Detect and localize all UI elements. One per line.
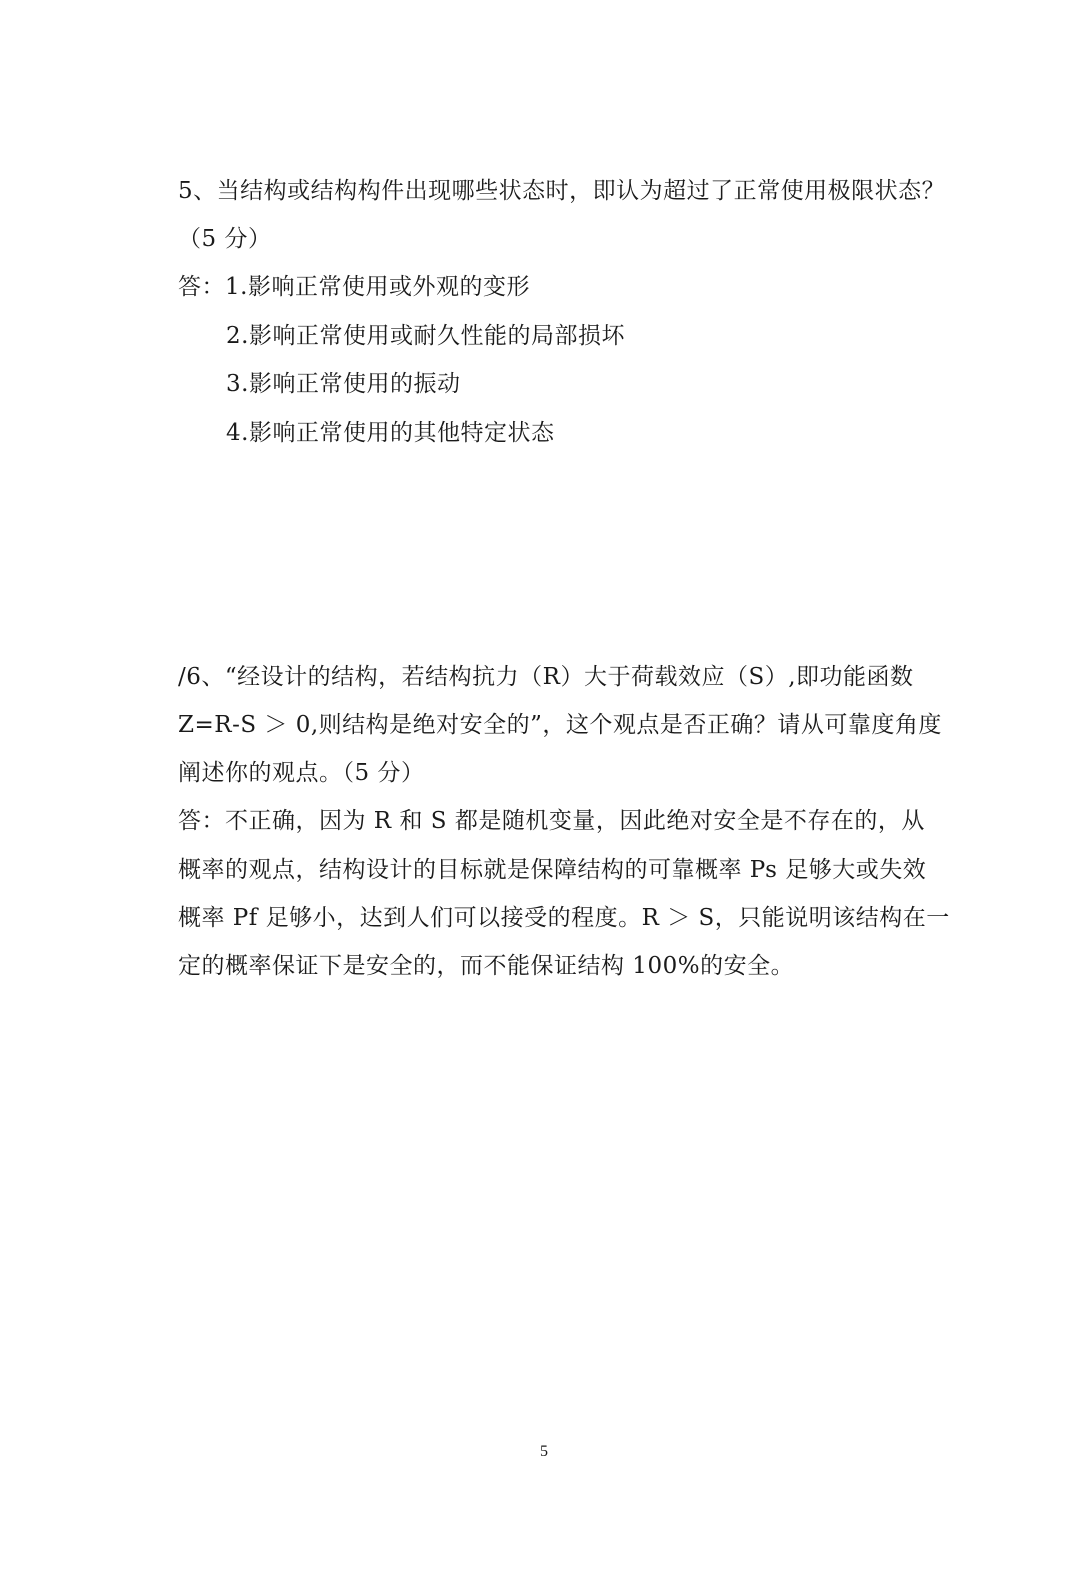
q5-question-line-2: （5 分） [178, 226, 272, 252]
q6-question-line-2: Z=R-S ＞ 0,则结构是绝对安全的”，这个观点是否正确？请从可靠度角度 [178, 712, 942, 738]
q6-answer-line-1: 答：不正确，因为 R 和 S 都是随机变量，因此绝对安全是不存在的，从 [178, 808, 925, 834]
page-number: 5 [540, 1443, 548, 1460]
q5-answer-item-3: 3.影响正常使用的振动 [226, 371, 461, 397]
q6-question-line-3: 阐述你的观点。（5 分） [178, 760, 425, 786]
q6-answer-line-2: 概率的观点，结构设计的目标就是保障结构的可靠概率 Ps 足够大或失效 [178, 857, 927, 883]
q6-question-line-1: /6、“经设计的结构，若结构抗力（R）大于荷载效应（S）,即功能函数 [178, 664, 914, 690]
q6-answer-line-3: 概率 Pf 足够小，达到人们可以接受的程度。R ＞ S，只能说明该结构在一 [178, 905, 950, 931]
q5-answer-item-1: 答：1.影响正常使用或外观的变形 [178, 274, 530, 300]
q5-answer-item-4: 4.影响正常使用的其他特定状态 [226, 420, 555, 446]
q5-answer-item-2: 2.影响正常使用或耐久性能的局部损坏 [226, 323, 625, 349]
q5-question-line-1: 5、当结构或结构构件出现哪些状态时，即认为超过了正常使用极限状态？ [178, 178, 946, 204]
q6-answer-line-4: 定的概率保证下是安全的，而不能保证结构 100%的安全。 [178, 953, 795, 979]
